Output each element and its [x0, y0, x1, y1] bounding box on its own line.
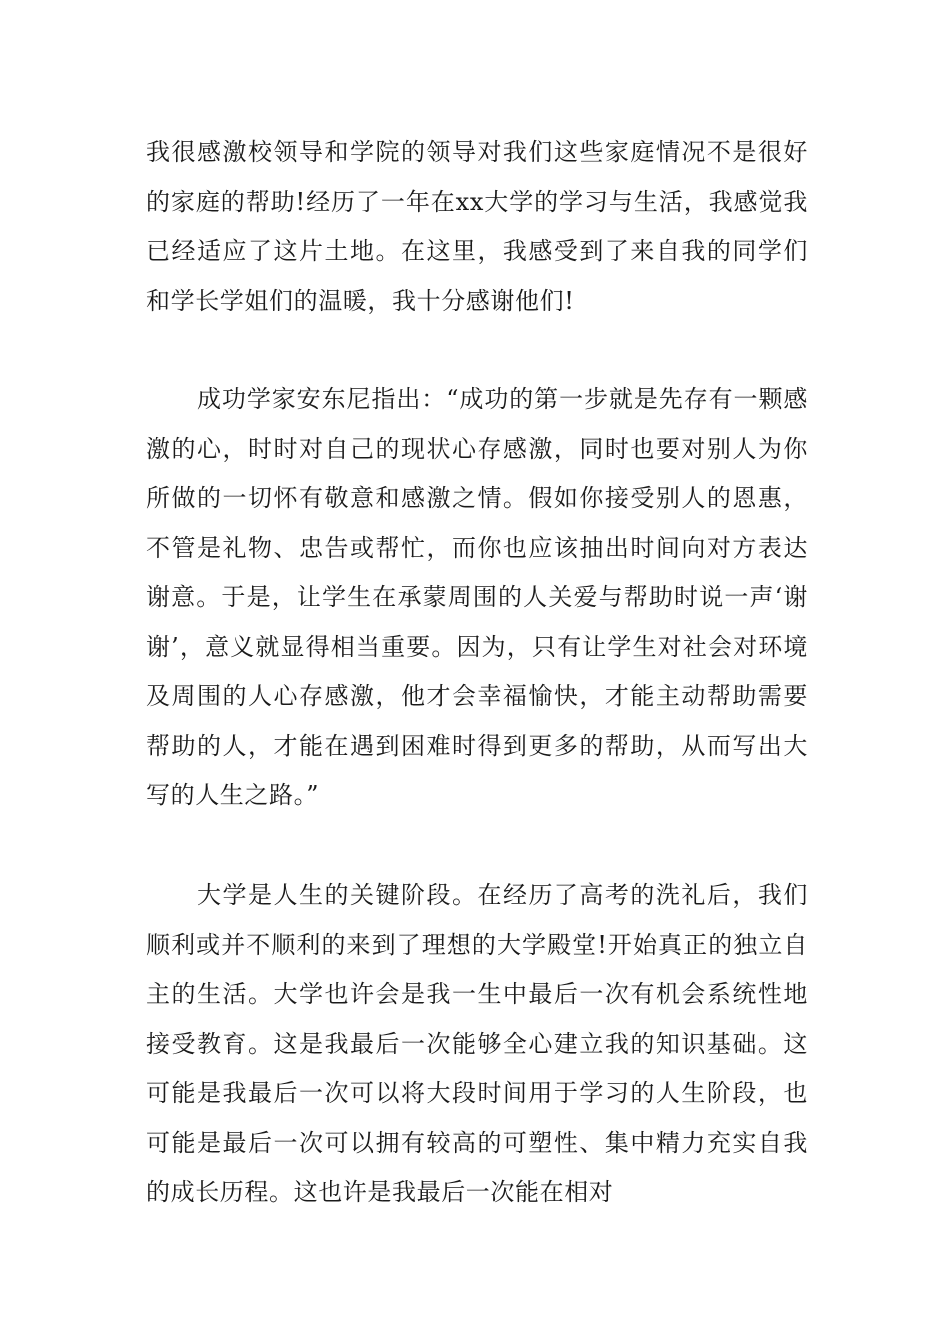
paragraph-anthony-quote: 成功学家安东尼指出：“成功的第一步就是先存有一颗感激的心，时时对自己的现状心存感激，同时也要对别人为你所做的一切怀有敬意和感激之情。假如你接受别人的恩惠，不管是礼物、忠告或帮忙，而你也应该抽出时间向对方表达谢意。于是，让学生在承蒙周围的人关爱与帮助时说一声‘谢谢’，意义就显得相当重要。因为，只有让学生对社会对环境及周围的人心存感激，他才会幸福愉快，才能主动帮助需要帮助的人，才能在遇到困难时得到更多的帮助，从而写出大写的人生之路。”: [146, 385, 808, 809]
paragraph-university-stage: 大学是人生的关键阶段。在经历了高考的洗礼后，我们顺利或并不顺利的来到了理想的大学殿堂!开始真正的独立自主的生活。大学也许会是我一生中最后一次有机会系统性地接受教育。这是我最后一次能够全心建立我的知识基础。这可能是我最后一次可以将大段时间用于学习的人生阶段，也可能是最后一次可以拥有较高的可塑性、集中精力充实自我的成长历程。这也许是我最后一次能在相对: [146, 881, 808, 1206]
paragraph-gratitude-to-school: 我很感激校领导和学院的领导对我们这些家庭情况不是很好的家庭的帮助!经历了一年在xx大学的学习与生活，我感觉我已经适应了这片土地。在这里，我感受到了来自我的同学们和学长学姐们的温暖，我十分感谢他们!: [146, 138, 808, 315]
